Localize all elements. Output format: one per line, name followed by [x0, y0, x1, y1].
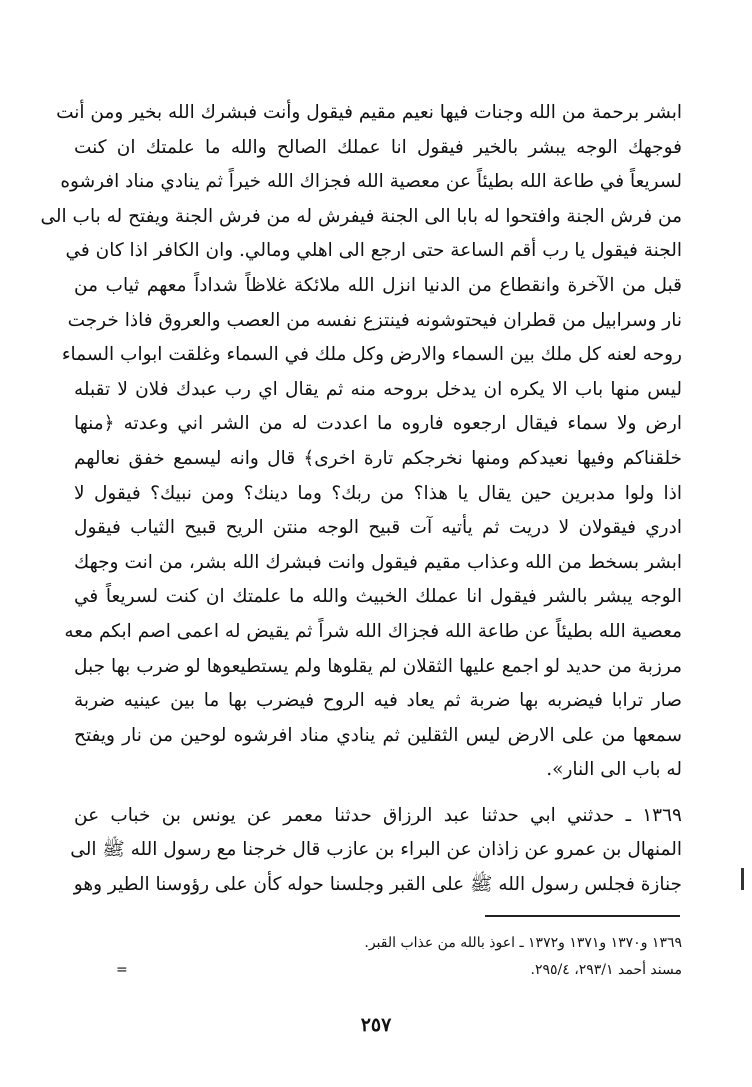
body-line: نار وسرابيل من قطران فيحتوشونه فينتزع نفسه من العصب والعروق فاذا خرجت	[67, 309, 682, 331]
body-line: روحه لعنه كل ملك بين السماء والارض وكل ملك في السماء وغلقت ابواب السماء	[61, 344, 682, 366]
body-line: صار ترابا فيضربه بها ضربة ثم يعاد فيه الروح فيضرب بها ما بين عينيه ضربة	[74, 690, 682, 712]
body-line: اذا ولوا مدبرين حين يقال يا هذا؟ من ربك؟ وما دينك؟ ومن نبيك؟ فيقول لا	[74, 482, 682, 504]
body-line: معصية الله بطيئاً عن طاعة الله فجزاك الله شراً ثم يقيض له اعمى اصم ابكم معه	[64, 620, 682, 642]
body-line: الجنة فيقول يا رب أقم الساعة حتى ارجع الى اهلي ومالي. وان الكافر اذا كان في	[65, 240, 682, 262]
continuation-mark: =	[116, 962, 128, 978]
body-line: له باب الى النار».	[546, 759, 682, 781]
body-line: ابشر برحمة من الله وجنات فيها نعيم مقيم فيقول وأنت فبشرك الله بخير ومن أنت	[56, 102, 682, 123]
footnote-line-wrap	[74, 957, 682, 984]
body-line: خلقناكم وفيها نعيدكم ومنها نخرجكم تارة اخرى﴾ قال وانه ليسمع خفق نعالهم	[74, 447, 682, 469]
body-line: الوجه يبشر بالشر فيقول انا عملك الخبيث والله ما علمتك ان كنت لسريعاً في	[74, 586, 682, 608]
page-number: ٢٥٧	[360, 1014, 392, 1036]
body-line: ليس منها باب الا يكره ان يدخل بروحه منه ثم يقال اي رب عبدك فلان لا تقبله	[74, 378, 682, 400]
hadith-line: المنهال بن عمرو عن زاذان عن البراء بن عازب قال خرجنا مع رسول الله ﷺ الى	[70, 839, 682, 861]
margin-mark	[741, 868, 744, 890]
body-line: ادري فيقولان لا دريت ثم يأتيه آت قبيح الوجه منتن الريح قبيح الثياب فيقول	[74, 517, 682, 539]
body-line: مرزبة من حديد لو اجمع عليها الثقلان لم يقلوها ولم يستطيعوها لو ضرب بها جبل	[74, 655, 682, 677]
body-line: ابشر بسخط من الله وعذاب مقيم فيقول وانت فبشرك الله بشر، من انت وجهك	[74, 551, 682, 573]
main-text	[40, 96, 682, 903]
body-line: فوجهك الوجه يبشر بالخير فيقول انا عملك الصالح والله ما علمتك ان كنت	[74, 136, 682, 158]
body-line: ارض ولا سماء فيقال ارجعوه فاروه ما اعددت له من الشر اني وعدته ﴿منها	[74, 413, 682, 435]
paragraph-gap	[74, 788, 682, 799]
footnote-line: مسند أحمد ٢٩٣/١، ٢٩٥/٤.	[530, 962, 682, 978]
hadith-line: جنازة فجلس رسول الله ﷺ على القبر وجلسنا حوله كأن على رؤوسنا الطير وهو	[73, 874, 682, 896]
footnote-line: ١٣٦٩ و١٣٧٠ و١٣٧١ و١٣٧٢ ـ اعوذ بالله من عذاب القبر.	[364, 935, 682, 951]
body-line: قبل من الآخرة وانقطاع من الدنيا انزل الله ملائكة غلاظاً شداداً معهم ثياب من	[74, 274, 682, 296]
body-line: من فرش الجنة وافتحوا له بابا الى الجنة فيفرش له من فرش الجنة ويفتح له باب الى	[40, 205, 682, 227]
footnote-divider	[485, 915, 680, 917]
hadith-line: ١٣٦٩ ـ حدثني ابي حدثنا عبد الرزاق حدثنا معمر عن يونس بن خباب عن	[74, 804, 682, 826]
footnotes	[74, 930, 682, 984]
body-line: سمعها من على الارض ليس الثقلين ثم ينادي مناد افرشوه لوحين من نار ويفتح	[74, 724, 682, 746]
body-line: لسريعاً في طاعة الله بطيئاً عن معصية الله فجزاك الله خيراً ثم ينادي مناد افرشوه	[60, 171, 682, 193]
